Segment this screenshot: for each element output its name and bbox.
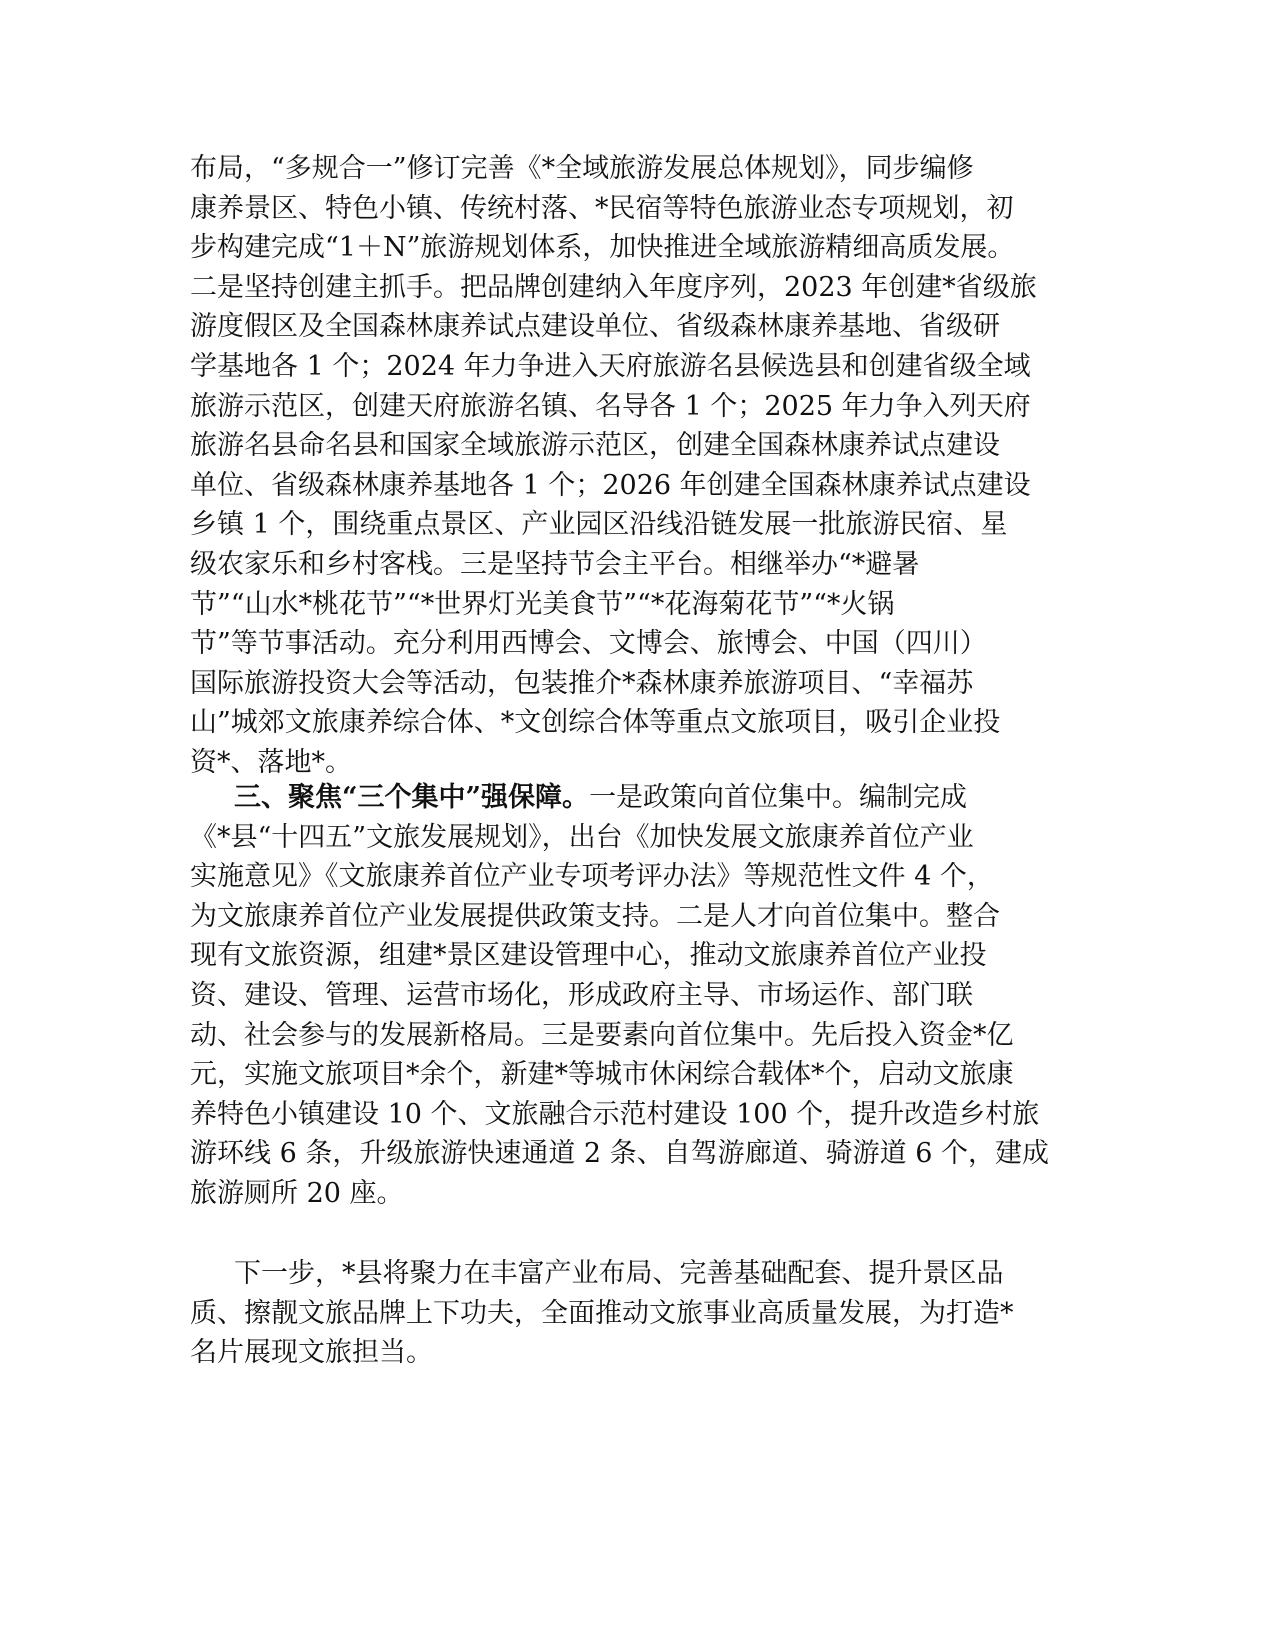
text-line: 为文旅康养首位产业发展提供政策支持。二是人才向首位集中。整合 [190,900,1000,932]
text-line: 资、建设、管理、运营市场化，形成政府主导、市场运作、部门联 [190,979,973,1011]
text-line: 山”城郊文旅康养综合体、*文创综合体等重点文旅项目，吸引企业投 [190,707,1001,739]
text-line: 实施意见》《文旅康养首位产业专项考评办法》等规范性文件 4 个， [190,861,994,893]
text-line: 二是坚持创建主抓手。把品牌创建纳入年度序列，2023 年创建*省级旅 [190,271,1037,303]
text-line-first [190,778,1090,818]
text-line: 步构建完成“1＋N”旅游规划体系，加快推进全域旅游精细高质发展。 [190,232,1015,264]
text-line: 学基地各 1 个；2024 年力争进入天府旅游名县候选县和创建省级全域 [190,350,1031,382]
text-line: 康养景区、特色小镇、传统村落、*民宿等特色旅游业态专项规划，初 [190,192,1014,224]
text-line: 游环线 6 条，升级旅游快速通道 2 条、自驾游廊道、骑游道 6 个，建成 [190,1138,1050,1170]
text-line: 质、擦靓文旅品牌上下功夫，全面推动文旅事业高质量发展，为打造* [190,1297,1014,1329]
text-line: 元，实施文旅项目*余个，新建*等城市休闲综合载体*个，启动文旅康 [190,1059,1014,1091]
text-line: 级农家乐和乡村客栈。三是坚持节会主平台。相继举办“*避暑 [190,548,920,580]
text-line: 乡镇 1 个，围绕重点景区、产业园区沿线沿链发展一批旅游民宿、星 [190,509,1008,541]
paragraph-next-steps [190,1254,1090,1373]
text-line: 旅游名县命名县和国家全域旅游示范区，创建全国森林康养试点建设 [190,430,1000,462]
text-line: 国际旅游投资大会等活动，包装推介*森林康养旅游项目、“幸福苏 [190,667,974,699]
section-heading: 三、聚焦“三个集中”强保障。 [234,782,590,813]
paragraph-tourism-planning [190,149,1090,783]
text-line: 节”等节事活动。充分利用西博会、文博会、旅博会、中国（四川） [190,628,987,660]
text-line: 旅游示范区，创建天府旅游名镇、名导各 1 个；2025 年力争入列天府 [190,390,1031,422]
text-line: 名片展现文旅担当。 [190,1337,433,1369]
text-run: 一是政策向首位集中。编制完成 [589,782,968,813]
text-line: 节”“山水*桃花节”“*世界灯光美食节”“*花海菊花节”“*火锅 [190,588,895,620]
text-line-first: 下一步，*县将聚力在丰富产业布局、完善基础配套、提升景区品 [234,1258,1004,1289]
text-line: 单位、省级森林康养基地各 1 个；2026 年创建全国森林康养试点建设 [190,469,1031,501]
text-line: 动、社会参与的发展新格局。三是要素向首位集中。先后投入资金*亿 [190,1019,1014,1051]
paragraph-three-concentrations [190,778,1090,1214]
text-line: 《*县“十四五”文旅发展规划》，出台《加快发展文旅康养首位产业 [190,821,974,853]
text-line: 养特色小镇建设 10 个、文旅融合示范村建设 100 个，提升改造乡村旅 [190,1098,1040,1130]
text-line: 现有文旅资源，组建*景区建设管理中心，推动文旅康养首位产业投 [190,940,987,972]
text-line: 旅游厕所 20 座。 [190,1177,404,1209]
text-line: 资*、落地*。 [190,746,352,778]
text-line: 游度假区及全国森林康养试点建设单位、省级森林康养基地、省级研 [190,311,1000,343]
text-line: 布局，“多规合一”修订完善《*全域旅游发展总体规划》，同步编修 [190,153,974,184]
